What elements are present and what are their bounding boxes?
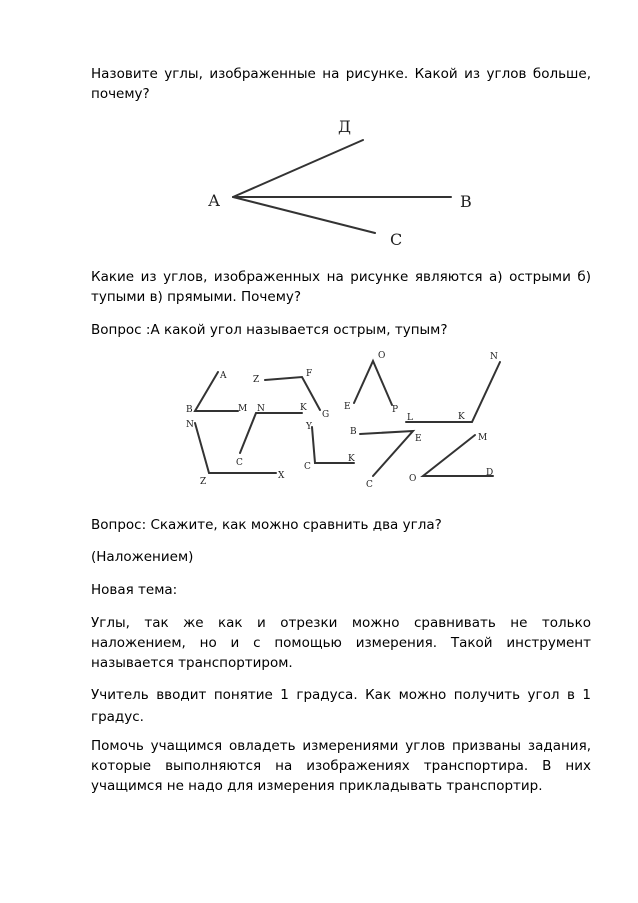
label-x: X xyxy=(278,471,285,481)
label-a: А xyxy=(208,191,221,210)
angle-cnk xyxy=(240,413,302,453)
paragraph-tasks: Помочь учащимся овладеть измерениями углов призваны задания, которые выполняются на изображениях транспортира. В них учащимся не надо для измерения прикладывать транспортир. xyxy=(91,738,591,794)
label-k2: K xyxy=(348,454,355,464)
label-c3: C xyxy=(366,480,373,490)
label-p: P xyxy=(392,405,399,415)
angle-abm xyxy=(195,372,238,411)
angle-bec xyxy=(360,431,413,476)
question-compare-angles: Вопрос: Скажите, как можно сравнить два угла? xyxy=(91,517,442,533)
label-f: F xyxy=(306,369,313,379)
label-d: D xyxy=(486,468,494,478)
label-z2: Z xyxy=(253,375,260,385)
question-name-angles: Назовите углы, изображенные на рисунке. Какой из углов больше, почему? xyxy=(91,66,591,102)
label-z1: Z xyxy=(200,477,207,487)
label-m2: M xyxy=(478,433,488,443)
figure-angle-types xyxy=(180,345,510,495)
label-m: M xyxy=(238,404,248,414)
label-k3: K xyxy=(458,412,465,422)
question-angle-types: Какие из углов, изображенных на рисунке являются а) острыми б) тупыми в) прямыми. Почему? xyxy=(91,269,591,305)
label-n3: N xyxy=(490,352,498,362)
label-o1: O xyxy=(378,351,386,361)
label-a: A xyxy=(220,371,227,381)
label-b: В xyxy=(460,192,472,211)
new-topic-heading: Новая тема: xyxy=(91,582,178,598)
angle-lkn xyxy=(406,362,500,422)
label-b2: B xyxy=(350,427,357,437)
ray-ac xyxy=(233,197,375,233)
label-y: Y xyxy=(306,422,312,432)
label-c: С xyxy=(390,230,403,249)
question-acute-obtuse: Вопрос :А какой угол называется острым, тупым? xyxy=(91,322,448,338)
label-c1: C xyxy=(236,458,243,468)
label-n2: N xyxy=(257,404,265,414)
paragraph-protractor: Углы, так же как и отрезки можно сравнивать не только наложением, но и с помощью измерения. Такой инструмент называется транспортиром. xyxy=(91,615,591,671)
label-k1: K xyxy=(300,403,307,413)
label-l: L xyxy=(407,413,413,423)
label-n1: N xyxy=(186,420,194,430)
label-e1: E xyxy=(344,402,351,412)
label-b: B xyxy=(186,405,193,415)
paragraph-one-degree: Учитель вводит понятие 1 градуса. Как можно получить угол в 1 градус. xyxy=(91,687,591,725)
angle-zfg xyxy=(265,377,320,410)
label-e2: E xyxy=(415,434,422,444)
label-c2: C xyxy=(304,462,311,472)
figure-angles-dab-bac xyxy=(195,110,495,250)
label-d: Д xyxy=(338,117,352,136)
angle-eop xyxy=(354,361,392,405)
answer-overlay: (Наложением) xyxy=(91,549,194,565)
label-o2: O xyxy=(409,474,417,484)
label-g: G xyxy=(322,410,330,420)
ray-ad xyxy=(233,140,363,197)
